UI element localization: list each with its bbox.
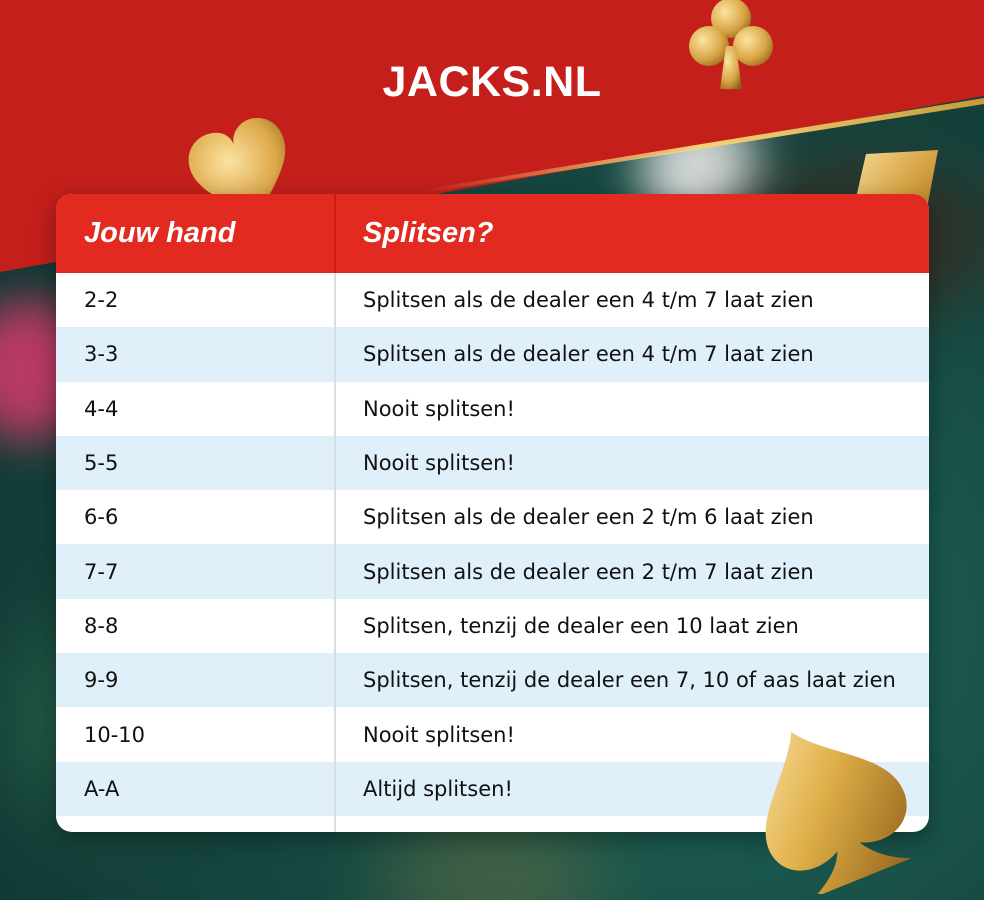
hand-cell: 8-8: [56, 599, 336, 653]
table-row: [56, 273, 929, 327]
brand-logo: JACKS.NL: [382, 58, 602, 106]
header-hand: Jouw hand: [56, 194, 336, 273]
table-row: [56, 327, 929, 381]
table-header: [56, 194, 929, 273]
hand-cell: 4-4: [56, 382, 336, 436]
table-row: [56, 382, 929, 436]
advice-cell: Nooit splitsen!: [363, 451, 515, 476]
hand-cell: 3-3: [56, 327, 336, 381]
table-row: [56, 490, 929, 544]
hand-cell: 2-2: [56, 273, 336, 327]
advice-cell: Splitsen als de dealer een 4 t/m 7 laat zien: [363, 288, 814, 313]
hand-cell: 7-7: [56, 544, 336, 598]
hand-cell: 6-6: [56, 490, 336, 544]
header-split: Splitsen?: [363, 217, 494, 249]
table-row: [56, 544, 929, 598]
hand-cell: 9-9: [56, 653, 336, 707]
advice-cell: Splitsen als de dealer een 4 t/m 7 laat zien: [363, 342, 814, 367]
advice-cell: Splitsen als de dealer een 2 t/m 7 laat zien: [363, 559, 814, 584]
hand-cell: 10-10: [56, 707, 336, 761]
hand-cell: 5-5: [56, 436, 336, 490]
table-row: [56, 599, 929, 653]
table-row: [56, 653, 929, 707]
advice-cell: Altijd splitsen!: [363, 776, 513, 801]
advice-cell: Nooit splitsen!: [363, 722, 515, 747]
advice-cell: Nooit splitsen!: [363, 396, 515, 421]
club-icon: [686, 0, 776, 94]
advice-cell: Splitsen, tenzij de dealer een 7, 10 of aas laat zien: [363, 668, 896, 693]
advice-cell: Splitsen, tenzij de dealer een 10 laat zien: [363, 613, 799, 638]
spade-icon: [716, 722, 922, 894]
table-row: [56, 436, 929, 490]
hand-cell: A-A: [56, 762, 336, 816]
advice-cell: Splitsen als de dealer een 2 t/m 6 laat zien: [363, 505, 814, 530]
